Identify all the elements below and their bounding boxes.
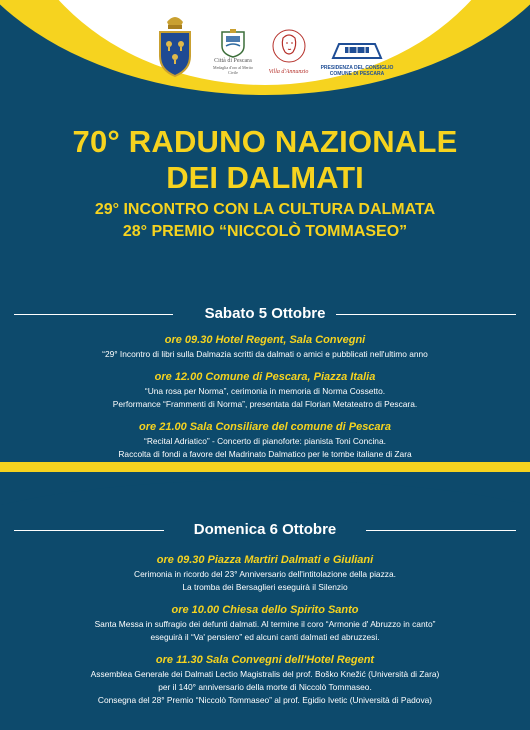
event-heading: ore 11.30 Sala Convegni dell'Hotel Regent	[155, 654, 375, 666]
pescara-caption-1: Città di Pescara	[214, 58, 252, 64]
event-line: “29° Incontro di libri sulla Dalmazia scritti da dalmati o amici e pubblicati nell'ultimo anno	[102, 349, 428, 359]
dannunzio-portrait-logo	[261, 28, 316, 75]
event-heading: ore 10.00 Chiesa dello Spirito Santo	[171, 604, 359, 616]
day-header-sunday	[0, 519, 530, 541]
main-title-line-1: 70° RADUNO NAZIONALE	[72, 124, 458, 159]
event-line: per il 140° anniversario della morte di Niccolò Tommaseo.	[158, 682, 372, 692]
pescara-caption-2: Medaglia d'oro al Merito Civile	[213, 65, 253, 75]
event-line: Raccolta di fondi a favore del Madrinato Dalmatico per le tombe italiane di Zara	[118, 449, 412, 459]
portrait-caption: Villa d'Annunzio	[268, 69, 309, 75]
event-line: Santa Messa in suffragio dei defunti dalmati. Al termine il coro “Armonie d' Abruzzo in canto”	[94, 619, 436, 629]
main-title-line-2: DEI DALMATI	[166, 160, 364, 195]
logo-row	[0, 8, 530, 88]
citta-di-pescara-logo	[208, 28, 258, 75]
saturday-events	[0, 333, 530, 470]
event-heading: ore 09.30 Piazza Martiri Dalmati e Giuliani	[156, 554, 374, 566]
title-block	[0, 124, 530, 243]
event-line: La tromba dei Bersaglieri eseguirà il Silenzio	[182, 582, 348, 592]
subtitle-incontro: 29° INCONTRO CON LA CULTURA DALMATA	[94, 201, 436, 218]
subtitle-premio: 28° PREMIO “NICCOLÒ TOMMASEO”	[122, 223, 408, 240]
event-heading: ore 09.30 Hotel Regent, Sala Convegni	[164, 334, 366, 346]
event-item	[0, 370, 530, 411]
presidenza-consiglio-logo	[317, 38, 397, 77]
sunday-events	[0, 553, 530, 716]
presidenza-caption-1: PRESIDENZA DEL CONSIGLIO	[320, 65, 394, 71]
event-line: Cerimonia in ricordo del 23° Anniversario dell'intitolazione della piazza.	[134, 569, 396, 579]
event-item	[0, 603, 530, 644]
event-heading: ore 12.00 Comune di Pescara, Piazza Italia	[154, 371, 376, 383]
presidenza-caption-2: COMUNE DI PESCARA	[329, 71, 385, 77]
event-line: Performance “Frammenti di Norma”, presentata dal Florian Metateatro di Pescara.	[112, 399, 418, 409]
event-item	[0, 553, 530, 594]
day-label: Sabato 5 Ottobre	[204, 305, 326, 322]
event-line: “Recital Adriatico” - Concerto di pianoforte: pianista Toni Concina.	[144, 436, 386, 446]
day-label: Domenica 6 Ottobre	[193, 521, 337, 538]
event-line: Consegna del 28° Premio “Niccolò Tommaseo” al prof. Egidio Ivetic (Università di Padova)	[97, 695, 433, 705]
event-line: Assemblea Generale dei Dalmati Lectio Magistralis del prof. Boško Knežić (Università di Zara)	[90, 669, 440, 679]
event-line: eseguirà il “Va' pensiero” ed alcuni canti dalmati ed abruzzesi.	[150, 632, 380, 642]
dalmatian-crest-logo	[155, 12, 195, 83]
event-heading: ore 21.00 Sala Consiliare del comune di Pescara	[139, 421, 391, 433]
event-item	[0, 333, 530, 361]
event-item	[0, 420, 530, 461]
event-item	[0, 653, 530, 707]
day-header-saturday	[0, 303, 530, 325]
event-line: “Una rosa per Norma”, cerimonia in memoria di Norma Cossetto.	[144, 386, 386, 396]
